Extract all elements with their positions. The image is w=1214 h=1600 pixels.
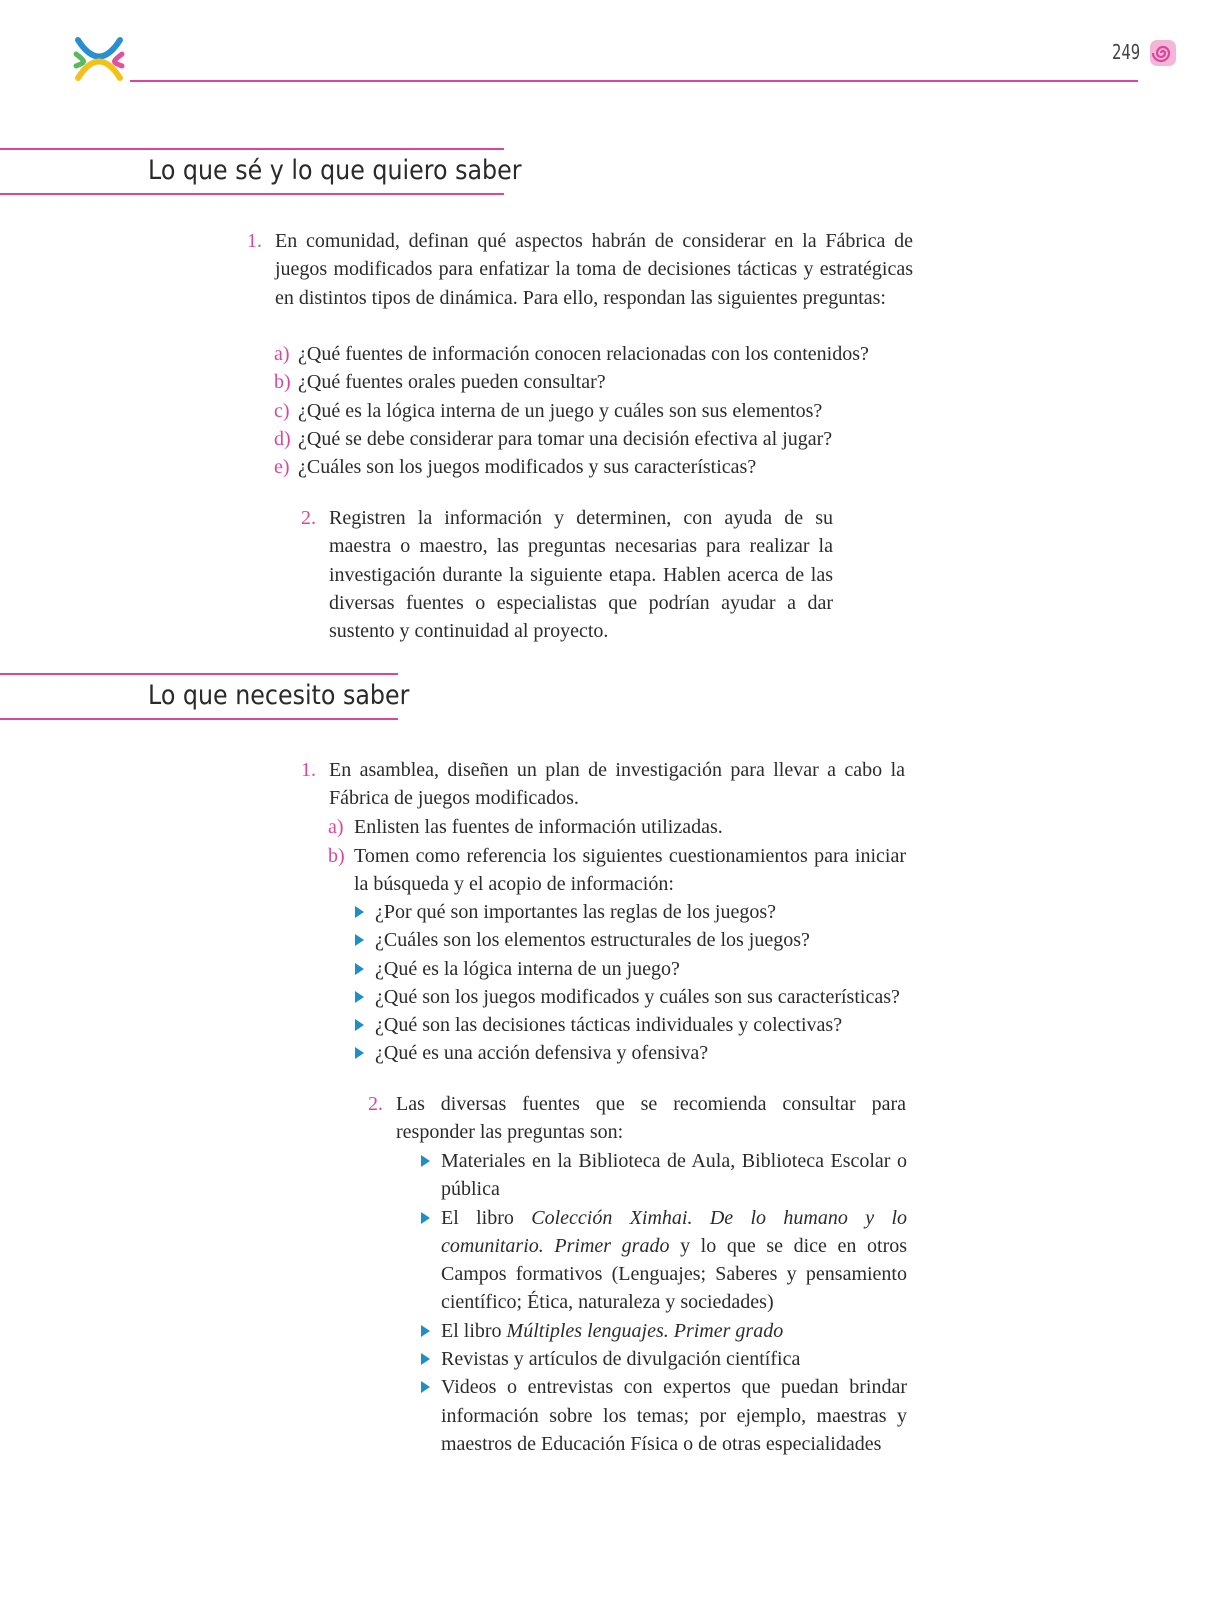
bullet-text: ¿Qué son los juegos modificados y cuáles son sus características? <box>375 985 900 1008</box>
question-label: c) <box>274 399 290 422</box>
item-text: Registren la información y determinen, con ayuda de su maestra o maestro, las preguntas necesarias para realizar la investigación durante la siguiente etapa. Hablen acerca de las diversas fuentes o especialistas que podrían ayudar a dar sustento y continuidad al proyecto. <box>329 507 833 643</box>
section-title: Lo que necesito saber <box>148 680 410 711</box>
bullet-text: Revistas y artículos de divulgación científica <box>441 1348 801 1371</box>
question-item <box>274 397 924 425</box>
bullet-text: Materiales en la Biblioteca de Aula, Biblioteca Escolar o pública <box>441 1150 907 1201</box>
triangle-bullet-icon <box>355 963 364 975</box>
bullet-item <box>421 1317 907 1345</box>
bullet-item <box>355 898 915 926</box>
question-item <box>274 340 924 368</box>
question-text: ¿Cuáles son los juegos modificados y sus características? <box>298 456 757 479</box>
triangle-bullet-icon <box>421 1381 430 1393</box>
bullet-item <box>355 955 915 983</box>
question-label: a) <box>274 343 290 365</box>
ximhai-logo <box>70 32 128 86</box>
bullet-text: ¿Qué es una acción defensiva y ofensiva? <box>375 1042 709 1065</box>
text-run: y lo que se dice en otros Campos formativos (Lenguajes; Saberes y pensamiento científico; Ética, naturaleza y sociedades) <box>441 1234 908 1314</box>
sub-item <box>328 813 906 841</box>
bullet-text: ¿Qué es la lógica interna de un juego? <box>375 957 680 980</box>
question-text: ¿Qué es la lógica interna de un juego y cuáles son sus elementos? <box>298 399 823 422</box>
bullet-text: ¿Qué son las decisiones tácticas individuales y colectivas? <box>375 1014 843 1037</box>
bullet-text: ¿Cuáles son los elementos estructurales de los juegos? <box>375 929 810 952</box>
list-item <box>247 227 913 312</box>
bullet-item <box>355 983 915 1011</box>
question-item <box>274 425 924 453</box>
bullet-text: Videos o entrevistas con expertos que puedan brindar información sobre los temas; por ejemplo, maestras y maestros de Educación Física o de otras especialidades <box>441 1376 907 1455</box>
bullet-item <box>355 926 915 954</box>
bullet-list <box>355 898 915 1068</box>
question-label: e) <box>274 456 290 479</box>
bullet-item <box>421 1204 907 1317</box>
sources-list <box>421 1147 907 1458</box>
book-title: Colección Ximhai. De lo humano y lo comunitario. Primer grado <box>441 1206 907 1257</box>
sub-item-label: b) <box>328 845 345 867</box>
list-item <box>368 1090 906 1147</box>
triangle-bullet-icon <box>355 1019 364 1031</box>
triangle-bullet-icon <box>355 906 364 918</box>
item-number: 1. <box>247 230 262 252</box>
question-text: ¿Qué fuentes orales pueden consultar? <box>298 371 606 394</box>
text-run: El libro <box>441 1319 507 1342</box>
bullet-item <box>355 1011 915 1039</box>
list-item <box>301 504 833 645</box>
list-item <box>301 756 905 813</box>
triangle-bullet-icon <box>355 1047 364 1059</box>
triangle-bullet-icon <box>421 1212 430 1224</box>
sub-item-text: Enlisten las fuentes de información utilizadas. <box>354 816 723 838</box>
triangle-bullet-icon <box>421 1325 430 1337</box>
item-number: 2. <box>301 507 316 529</box>
text-run: El libro <box>441 1206 532 1229</box>
triangle-bullet-icon <box>355 991 364 1003</box>
triangle-bullet-icon <box>421 1155 430 1167</box>
question-label: d) <box>274 427 291 450</box>
item-text: Las diversas fuentes que se recomienda consultar para responder las preguntas son: <box>396 1093 906 1144</box>
page-number: 249 <box>1111 40 1140 64</box>
bullet-item <box>355 1039 915 1067</box>
question-text: ¿Qué se debe considerar para tomar una decisión efectiva al jugar? <box>298 427 833 450</box>
bullet-text: ¿Por qué son importantes las reglas de los juegos? <box>375 901 777 923</box>
item-text: En asamblea, diseñen un plan de investigación para llevar a cabo la Fábrica de juegos modificados. <box>329 759 905 810</box>
sub-item-label: a) <box>328 816 344 838</box>
item-number: 1. <box>301 759 316 781</box>
bullet-text <box>441 1317 907 1345</box>
question-text: ¿Qué fuentes de información conocen relacionadas con los contenidos? <box>298 343 869 365</box>
sub-item <box>328 842 906 899</box>
question-item <box>274 368 924 396</box>
sub-item-text: Tomen como referencia los siguientes cuestionamientos para iniciar la búsqueda y el acopio de información: <box>354 845 906 896</box>
bullet-item <box>421 1147 907 1204</box>
question-item <box>274 453 924 481</box>
header-rule <box>130 80 1138 82</box>
spiral-glyph-icon <box>1148 38 1178 68</box>
bullet-text <box>441 1204 907 1317</box>
item-text: En comunidad, definan qué aspectos habrán de considerar en la Fábrica de juegos modificados para enfatizar la toma de decisiones tácticas y estratégicas en distintos tipos de dinámica. Para ello, respondan las siguientes preguntas: <box>275 230 913 309</box>
book-title: Múltiples lenguajes. Primer grado <box>506 1319 784 1342</box>
section-heading-2 <box>0 673 410 721</box>
section-title: Lo que sé y lo que quiero saber <box>148 155 522 186</box>
triangle-bullet-icon <box>355 934 364 946</box>
bullet-item <box>421 1345 907 1373</box>
section-heading-1 <box>0 148 522 196</box>
question-list <box>274 340 924 481</box>
item-number: 2. <box>368 1093 383 1115</box>
question-label: b) <box>274 371 291 394</box>
bullet-item <box>421 1373 907 1458</box>
triangle-bullet-icon <box>421 1353 430 1365</box>
